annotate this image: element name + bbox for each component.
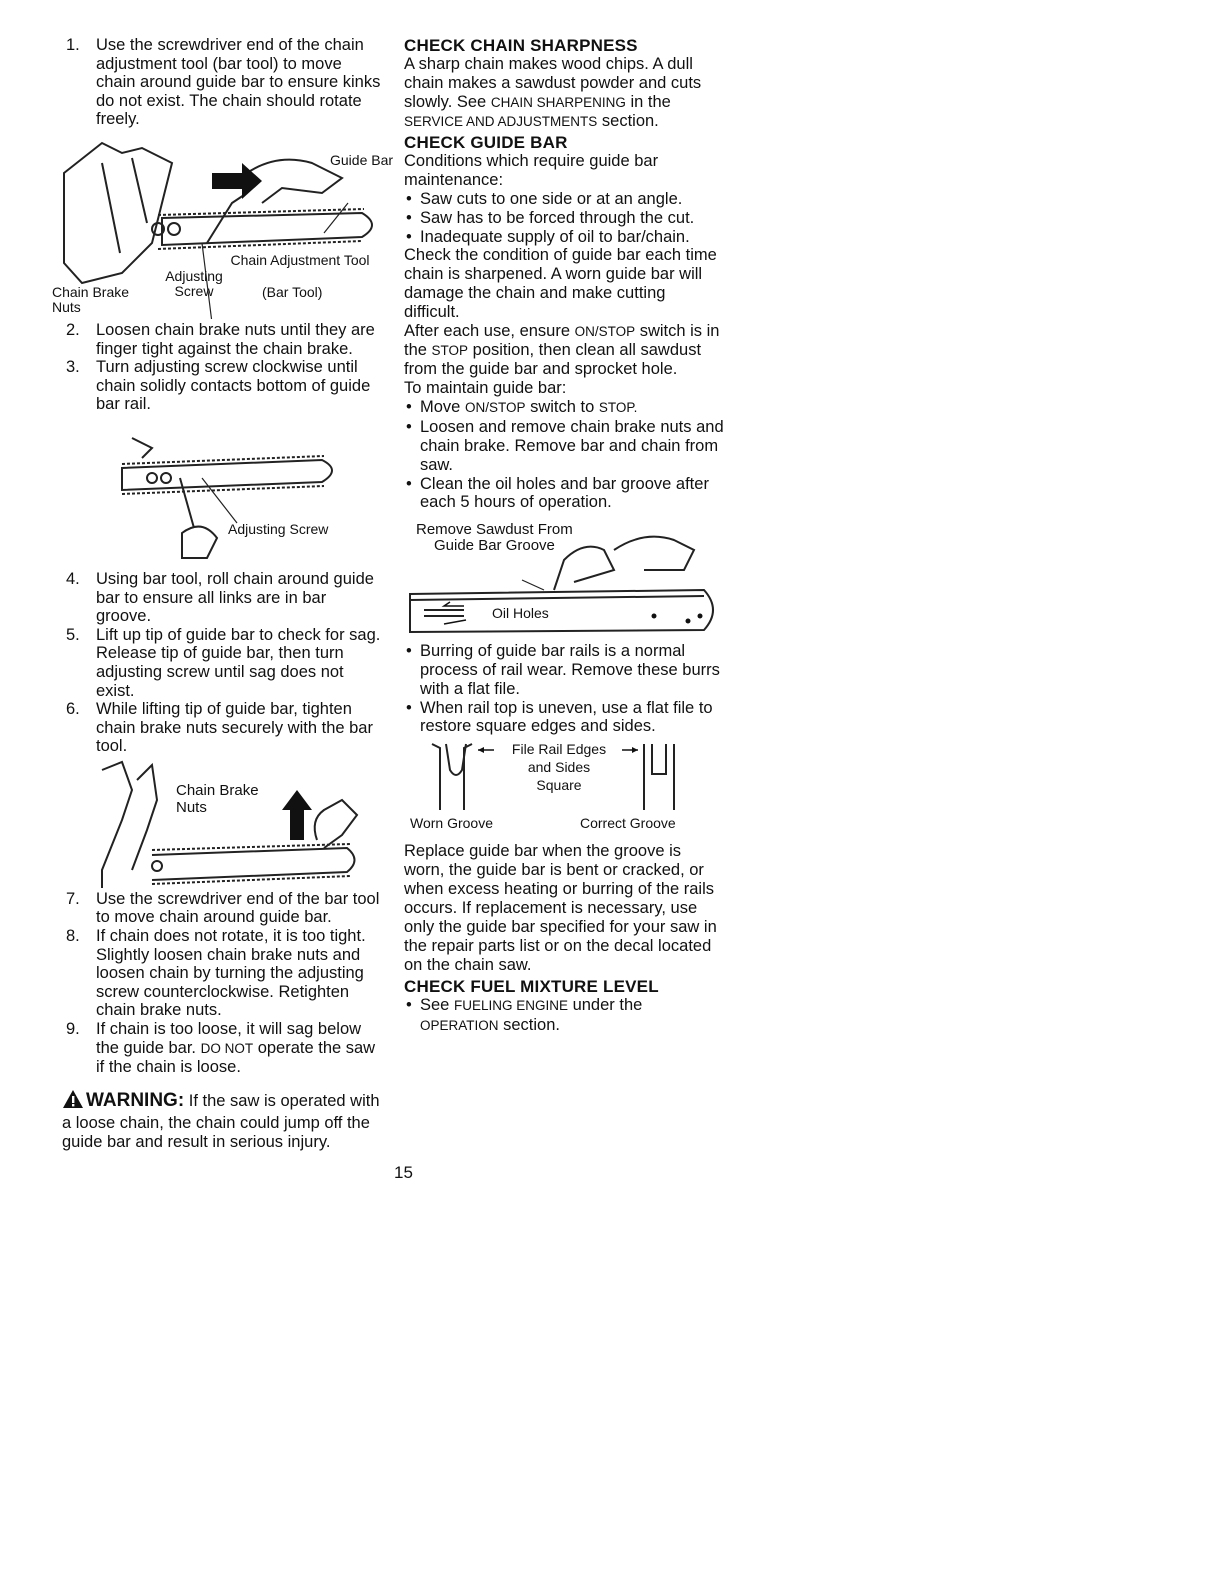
left-column bbox=[52, 36, 394, 1152]
label-chain-brake-nuts: Chain Brake Nuts bbox=[176, 781, 259, 816]
replace-paragraph: Replace guide bar when the groove is worn, the guide bar is bent or cracked, or when excess heating or burring of the rails occurs. If replacement is necessary, use only the guide bar specified for your saw in the repair parts list or on the decal located on the chain saw. bbox=[404, 842, 717, 975]
step-text: If chain does not rotate, it is too tight. Slightly loosen chain brake nuts and loosen chain by turning the adjusting screw counterclockwise. Retighten chain brake nuts. bbox=[96, 927, 366, 1020]
condition-item bbox=[404, 190, 724, 209]
step-9 bbox=[62, 1020, 382, 1077]
rail-text: When rail top is uneven, use a flat file to restore square edges and sides. bbox=[420, 698, 713, 736]
figure-oil-holes bbox=[404, 520, 724, 640]
label-oil-holes: Oil Holes bbox=[492, 605, 549, 622]
label-remove-sawdust: Remove Sawdust From bbox=[416, 521, 573, 539]
step-number: 4. bbox=[66, 569, 80, 588]
heading-check-fuel-mixture-level: CHECK FUEL MIXTURE LEVEL bbox=[404, 977, 659, 997]
label-worn-groove: Worn Groove bbox=[410, 815, 493, 832]
text: section. bbox=[601, 112, 659, 130]
label-adjusting-screw: Adjusting Screw bbox=[165, 267, 223, 299]
maintain-text bbox=[420, 398, 724, 418]
step-text: While lifting tip of guide bar, tighten chain brake nuts securely with the bar tool. bbox=[96, 700, 373, 756]
guide-bar-intro: Conditions which require guide bar maintenance: bbox=[404, 152, 659, 189]
page-number: 15 bbox=[394, 1163, 413, 1182]
condition-text: Saw cuts to one side or at an angle. bbox=[420, 190, 683, 208]
sharpness-paragraph bbox=[404, 55, 724, 131]
text: switch is in the bbox=[404, 322, 720, 360]
heading-check-chain-sharpness: CHECK CHAIN SHARPNESS bbox=[404, 36, 638, 55]
step-5 bbox=[62, 626, 382, 700]
maintain-text: Loosen and remove chain brake nuts and chain brake. Remove bar and chain from saw. bbox=[420, 418, 724, 474]
maintain-text: Clean the oil holes and bar groove after each 5 hours of operation. bbox=[420, 474, 709, 512]
label-chain-adjustment-tool: Chain Adjustment Tool bbox=[230, 251, 370, 268]
figure-adjusting-screw bbox=[62, 418, 382, 568]
reference: CHAIN SHARPENING bbox=[490, 95, 626, 110]
switch-label: ON/STOP bbox=[464, 400, 526, 416]
step-number: 8. bbox=[66, 927, 80, 946]
adjusting-screw-illustration bbox=[62, 418, 382, 568]
text: switch to bbox=[530, 398, 595, 417]
step-number: 6. bbox=[66, 700, 80, 719]
text: After each use, ensure bbox=[404, 322, 571, 341]
step-number: 9. bbox=[66, 1020, 80, 1039]
maintain-item bbox=[404, 398, 724, 418]
bullet: • bbox=[406, 996, 412, 1015]
label-square: Square bbox=[536, 777, 582, 794]
switch-label: STOP bbox=[431, 343, 469, 359]
step-text: Using bar tool, roll chain around guide bar to ensure all links are in bar groove. bbox=[96, 569, 374, 626]
step-8 bbox=[62, 927, 382, 1020]
bullet: • bbox=[406, 208, 412, 227]
label-file-rail-edges: File Rail Edges bbox=[511, 741, 607, 758]
condition-item bbox=[404, 228, 724, 247]
warning-text: If the saw is operated with a loose chain, the chain could jump off the guide bar and result in serious injury. bbox=[62, 1091, 380, 1151]
emphasis-do-not: DO NOT bbox=[200, 1040, 254, 1056]
step-number: 7. bbox=[66, 889, 80, 908]
condition-text: Inadequate supply of oil to bar/chain. bbox=[420, 227, 690, 246]
step-2 bbox=[62, 321, 382, 358]
bullet: • bbox=[406, 190, 412, 208]
text: A sharp chain makes wood chips. A dull chain makes a sawdust powder and cuts slowly. See bbox=[404, 55, 702, 111]
bullet: • bbox=[406, 398, 412, 417]
bullet: • bbox=[406, 642, 412, 661]
label-chain-brake-nuts: Chain Brake Nuts bbox=[52, 283, 130, 315]
bullet: • bbox=[406, 698, 412, 717]
figure-chain-adjustment bbox=[52, 133, 394, 319]
warning-title: WARNING: bbox=[86, 1089, 185, 1111]
condition-text: Saw has to be forced through the cut. bbox=[420, 208, 695, 227]
step-text-part: operate the saw if the chain is loose. bbox=[96, 1038, 376, 1077]
fuel-text bbox=[420, 996, 724, 1036]
label-bar-tool: (Bar Tool) bbox=[262, 283, 323, 300]
text: under the bbox=[572, 996, 643, 1015]
step-7 bbox=[62, 890, 382, 927]
rail-item bbox=[404, 642, 724, 698]
text: Move bbox=[420, 398, 461, 417]
maintain-item bbox=[404, 475, 724, 513]
maintain-intro: To maintain guide bar: bbox=[404, 379, 567, 398]
label-adjusting-screw: Adjusting Screw bbox=[228, 520, 329, 537]
bullet: • bbox=[406, 474, 412, 493]
condition-item bbox=[404, 209, 724, 228]
step-text: Loosen chain brake nuts until they are finger tight against the chain brake. bbox=[96, 320, 375, 358]
reference: SERVICE AND ADJUSTMENTS bbox=[404, 114, 598, 129]
step-text: Use the screwdriver end of the bar tool to move chain around guide bar. bbox=[96, 889, 380, 927]
text: position, then clean all sawdust from the guide bar and sprocket hole. bbox=[404, 341, 702, 379]
maintain-item bbox=[404, 418, 724, 474]
switch-label: ON/STOP bbox=[574, 324, 636, 340]
step-text: Use the screwdriver end of the chain adjustment tool (bar tool) to move chain around guide bar to ensure kinks do not exist. The chain should rotate freely. bbox=[96, 36, 381, 129]
switch-label: STOP. bbox=[598, 400, 638, 416]
rail-text: Burring of guide bar rails is a normal process of rail wear. Remove these burrs with a flat file. bbox=[420, 642, 720, 698]
fuel-item bbox=[404, 996, 724, 1036]
right-column bbox=[404, 36, 724, 1036]
guide-bar-paragraph-2 bbox=[404, 322, 724, 379]
figure-groove-comparison bbox=[404, 740, 724, 840]
step-number: 5. bbox=[66, 625, 80, 644]
bullet: • bbox=[406, 227, 412, 246]
step-number: 1. bbox=[66, 36, 80, 54]
reference: OPERATION bbox=[420, 1017, 499, 1033]
step-text: Turn adjusting screw clockwise until chain solidly contacts bottom of guide bar rail. bbox=[96, 358, 371, 414]
reference: FUELING ENGINE bbox=[453, 998, 568, 1014]
text: section. bbox=[503, 1015, 560, 1034]
step-text: Lift up tip of guide bar to check for sag. Release tip of guide bar, then turn adjusting screw until sag does not exist. bbox=[96, 625, 381, 700]
label-guide-bar-groove: Guide Bar Groove bbox=[434, 537, 555, 555]
step-6 bbox=[62, 700, 382, 756]
step-number: 3. bbox=[66, 358, 80, 377]
step-1 bbox=[62, 36, 382, 129]
bullet: • bbox=[406, 418, 412, 437]
chain-brake-tighten-illustration bbox=[62, 760, 382, 888]
guide-bar-paragraph-1: Check the condition of guide bar each time chain is sharpened. A worn guide bar will damage the chain and make cutting difficult. bbox=[404, 246, 717, 322]
label-and-sides: and Sides bbox=[527, 759, 591, 776]
label-guide-bar: Guide Bar bbox=[330, 151, 394, 168]
step-4 bbox=[62, 570, 382, 626]
rail-item bbox=[404, 699, 724, 737]
text: in the bbox=[630, 93, 671, 111]
warning-block bbox=[62, 1089, 382, 1152]
step-3 bbox=[62, 358, 382, 414]
step-text-part: If chain is too loose, it will sag below the guide bar. bbox=[96, 1020, 362, 1057]
figure-chain-brake-nuts bbox=[62, 760, 382, 888]
label-correct-groove: Correct Groove bbox=[580, 815, 676, 832]
step-text bbox=[96, 1020, 382, 1077]
text: See bbox=[420, 996, 450, 1015]
heading-check-guide-bar: CHECK GUIDE BAR bbox=[404, 133, 568, 152]
step-number: 2. bbox=[66, 320, 80, 339]
warning-triangle-icon bbox=[62, 1089, 84, 1114]
